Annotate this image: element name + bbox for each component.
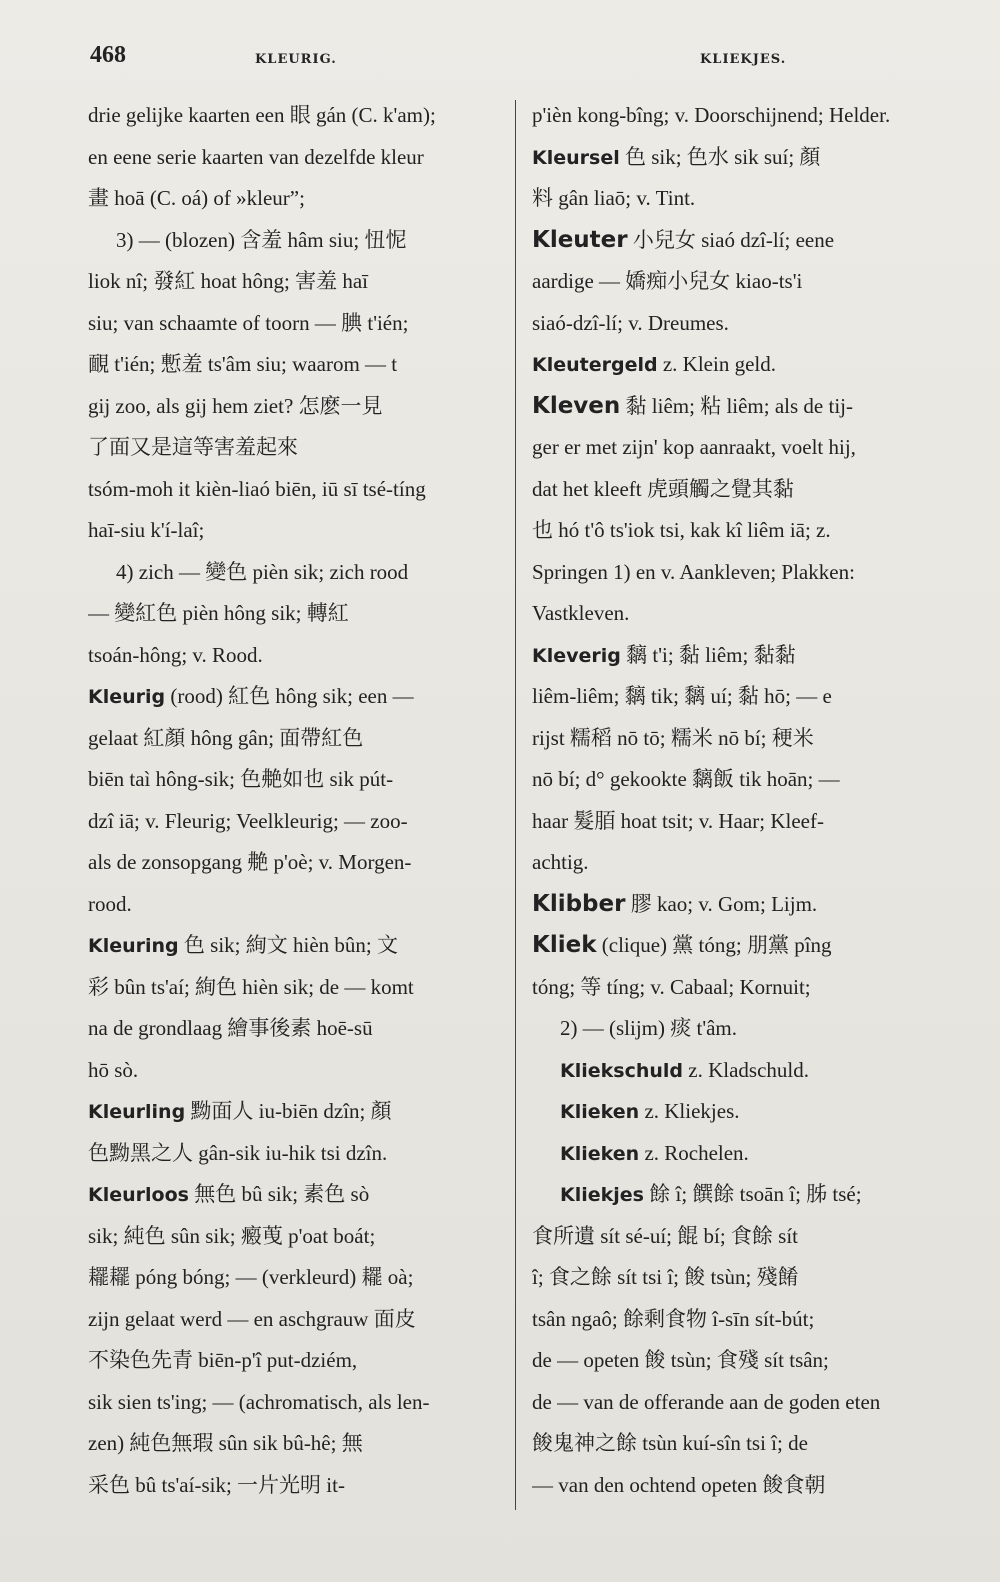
text-line: en eene serie kaarten van dezelfde kleur xyxy=(88,144,424,169)
text-line: 彩 bûn ts'aí; 絢色 hièn sik; de — komt xyxy=(88,974,414,999)
text-line: liok nî; 發紅 hoat hông; 害羞 haī xyxy=(88,269,368,293)
text-line: zen) 純色無瑕 sûn sik bû-hê; 無 xyxy=(88,1431,363,1455)
headword: Kleven xyxy=(532,392,621,419)
text-line: — 變紅色 pièn hông sik; 轉紅 xyxy=(88,601,349,625)
text-line: sik; 純色 sûn sik; 㿄䒶 p'oat boát; xyxy=(88,1223,376,1248)
text-line: Kleuring 色 sik; 絢文 hièn bûn; 文 xyxy=(88,933,399,957)
text-line: als de zonsopgang 艴 p'oè; v. Morgen- xyxy=(88,850,412,874)
headword: Kliekschuld xyxy=(560,1059,684,1082)
text-line: 了面又是這等害羞起來 xyxy=(88,435,298,459)
headword: Kliekjes xyxy=(560,1184,644,1206)
headword: Klieken xyxy=(560,1101,640,1123)
column-divider xyxy=(515,100,516,1510)
text-line: gij zoo, als gij hem ziet? 怎麽一見 xyxy=(88,393,383,418)
text-line: Kleven 黏 liêm; 粘 liêm; als de tij- xyxy=(532,392,853,419)
text-line: siu; van schaamte of toorn — 腆 t'ién; xyxy=(88,310,409,335)
text-line: Kliekschuld z. Kladschuld. xyxy=(560,1057,809,1082)
headword: Klibber xyxy=(532,890,626,917)
headword: Kleurig xyxy=(88,686,166,708)
text-line: ger er met zijn' kop aanraakt, voelt hij, xyxy=(532,435,856,459)
text-line: Kleurig (rood) 紅色 hông sik; een — xyxy=(88,684,414,708)
text-line: haar 髮脜 hoat tsit; v. Haar; Kleef- xyxy=(532,808,824,833)
left-running-head: KLEURIG. xyxy=(255,52,337,67)
text-line: Klieken z. Kliekjes. xyxy=(560,1099,740,1123)
right-column xyxy=(532,95,952,1506)
text-line: na de grondlaag 繪事後素 hoē-sū xyxy=(88,1016,373,1040)
text-line: Kliekjes 餘 î; 饌餘 tsoān î; 胏 tsé; xyxy=(560,1182,862,1206)
headword: Kleursel xyxy=(532,146,620,169)
text-line: p'ièn kong-bîng; v. Doorschijnend; Helder. xyxy=(532,103,891,127)
text-line: Kleurling 黝面人 iu-biēn dzîn; 顏 xyxy=(88,1099,392,1123)
headword: Kleverig xyxy=(532,644,621,667)
text-line: — van den ochtend opeten 餕食朝 xyxy=(532,1472,826,1497)
text-line: Kleutergeld z. Klein geld. xyxy=(532,352,776,376)
text-line: Kleuter 小兒女 siaó dzî-lí; eene xyxy=(532,226,835,253)
text-line: Klibber 膠 kao; v. Gom; Lijm. xyxy=(532,890,818,917)
text-line: biēn taì hông-sik; 色艴如也 sik pút- xyxy=(88,767,394,791)
page-number: 468 xyxy=(90,42,126,68)
text-line: 䎱䎱 póng bóng; — (verkleurd) 䎱 oà; xyxy=(88,1265,414,1289)
text-line: 4) zich — 變色 pièn sik; zich rood xyxy=(116,559,409,584)
page-header xyxy=(90,42,970,82)
text-line: liêm-liêm; 黐 tik; 黐 uí; 黏 hō; — e xyxy=(532,684,832,708)
headword: Kleurling xyxy=(88,1101,186,1123)
text-line: 畫 hoā (C. oá) of »kleur”; xyxy=(88,186,305,210)
text-line: 食所遺 sít sé-uí; 餛 bí; 食餘 sít xyxy=(532,1223,799,1248)
text-line: aardige — 嬌痴小兒女 kiao-ts'i xyxy=(532,269,803,293)
text-line: î; 食之餘 sít tsi î; 餕 tsùn; 殘餚 xyxy=(532,1265,799,1289)
text-line: 采色 bû ts'aí-sik; 一片光明 it- xyxy=(88,1472,345,1497)
text-line: tsoán-hông; v. Rood. xyxy=(88,642,263,667)
text-line: gelaat 紅顏 hông gân; 面帶紅色 xyxy=(88,725,364,750)
text-line: 餕鬼神之餘 tsùn kuí-sîn tsi î; de xyxy=(532,1431,808,1455)
text-line: Vastkleven. xyxy=(532,601,630,625)
text-line: Kliek (clique) 黨 tóng; 朋黨 pîng xyxy=(532,932,832,958)
text-line: 3) — (blozen) 含羞 hâm siu; 忸怩 xyxy=(116,227,407,252)
headword: Kliek xyxy=(532,932,597,958)
text-line: Springen 1) en v. Aankleven; Plakken: xyxy=(532,559,855,584)
text-line: rood. xyxy=(88,891,132,916)
text-line: sik sien ts'ing; — (achromatisch, als len- xyxy=(88,1389,430,1414)
text-line: tsóm-moh it kièn-liaó biēn, iū sī tsé-tíng xyxy=(88,476,426,501)
text-line: 不染色先青 biēn-p'î put-dziém, xyxy=(88,1348,358,1372)
headword: Klieken xyxy=(560,1142,640,1165)
text-line: 色黝黑之人 gân-sik iu-hik tsi dzîn. xyxy=(88,1140,388,1165)
text-line: de — van de offerande aan de goden eten xyxy=(532,1389,881,1414)
text-line: dzî iā; v. Fleurig; Veelkleurig; — zoo- xyxy=(88,808,408,833)
headword: Kleuter xyxy=(532,226,628,253)
text-line: Klieken z. Rochelen. xyxy=(560,1140,749,1165)
text-line: hō sò. xyxy=(88,1057,139,1082)
text-line: de — opeten 餕 tsùn; 食殘 sít tsân; xyxy=(532,1348,829,1372)
text-line: 2) — (slijm) 痰 t'âm. xyxy=(560,1016,738,1040)
text-line: siaó-dzî-lí; v. Dreumes. xyxy=(532,310,729,335)
headword: Kleuring xyxy=(88,935,179,957)
text-line: achtig. xyxy=(532,850,589,874)
text-line: nō bí; d° gekookte 黐飯 tik hoān; — xyxy=(532,767,840,791)
text-line: 料 gân liaō; v. Tint. xyxy=(532,186,696,210)
text-line: haī-siu k'í-laî; xyxy=(88,518,205,542)
text-line: rijst 糯稻 nō tō; 糯米 nō bí; 稉米 xyxy=(532,725,814,750)
text-line: 靦 t'ién; 慙羞 ts'âm siu; waarom — t xyxy=(88,352,398,376)
text-line: Kleverig 黐 t'i; 黏 liêm; 黏黏 xyxy=(532,642,796,667)
text-line: dat het kleeft 虎頭觸之覺其黏 xyxy=(532,476,794,501)
headword: Kleutergeld xyxy=(532,354,658,376)
text-line: Kleursel 色 sik; 色水 sik suí; 顏 xyxy=(532,144,821,169)
text-line: 也 hó t'ô ts'iok tsi, kak kî liêm iā; z. xyxy=(532,518,831,542)
text-line: drie gelijke kaarten een 眼 gán (C. k'am); xyxy=(88,103,436,127)
left-column xyxy=(88,95,508,1506)
text-line: Kleurloos 無色 bû sik; 素色 sò xyxy=(88,1182,370,1206)
text-line: zijn gelaat werd — en aschgrauw 面皮 xyxy=(88,1306,416,1331)
text-line: tsân ngaô; 餘剩食物 î-sīn sít-bút; xyxy=(532,1306,815,1331)
headword: Kleurloos xyxy=(88,1184,189,1206)
right-running-head: KLIEKJES. xyxy=(700,52,787,67)
text-line: tóng; 等 tíng; v. Cabaal; Kornuit; xyxy=(532,974,811,999)
